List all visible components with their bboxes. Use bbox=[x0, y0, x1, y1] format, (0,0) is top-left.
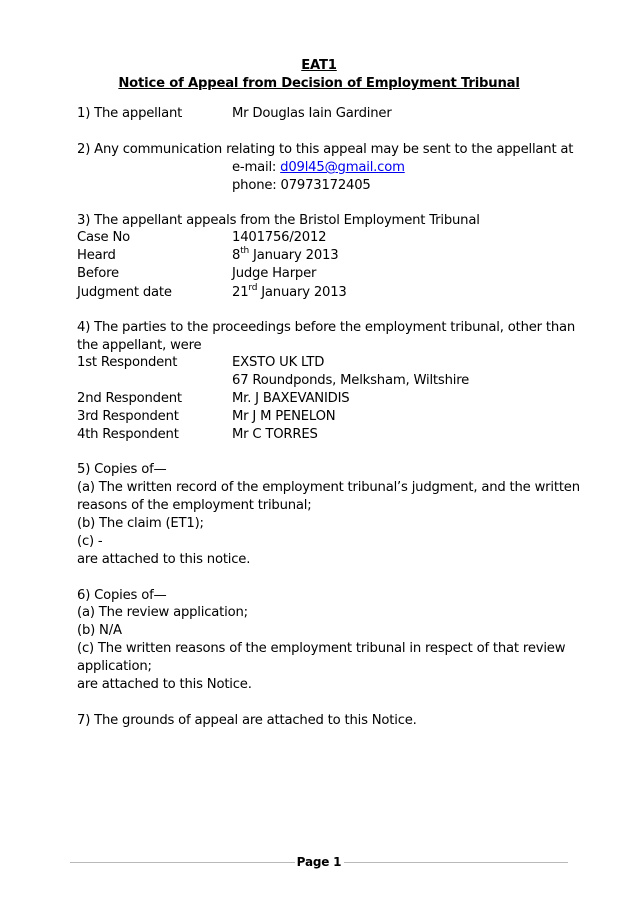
email-link[interactable]: d09l45@gmail.com bbox=[280, 160, 405, 175]
judgment-date bbox=[232, 282, 347, 300]
review-copies-line: (a) The review application; bbox=[77, 605, 248, 620]
copies-line: reasons of the employment tribunal; bbox=[77, 498, 312, 513]
review-copies-line: application; bbox=[77, 659, 152, 674]
tribunal-text: 3) The appellant appeals from the Bristol Employment Tribunal bbox=[77, 213, 480, 228]
judgment-month-year: January 2013 bbox=[257, 285, 347, 300]
heard-label: Heard bbox=[77, 248, 116, 263]
review-copies-line: (c) The written reasons of the employment tribunal in respect of that review bbox=[77, 641, 566, 656]
case-number: 1401756/2012 bbox=[232, 230, 327, 245]
before-label: Before bbox=[77, 266, 119, 281]
respondent-value: Mr. J BAXEVANIDIS bbox=[232, 391, 350, 406]
copies-line: (c) - bbox=[77, 534, 103, 549]
review-copies-heading: 6) Copies of— bbox=[77, 588, 167, 603]
heard-date bbox=[232, 245, 339, 263]
document-title: Notice of Appeal from Decision of Employment Tribunal bbox=[118, 76, 520, 91]
review-copies-line: (b) N/A bbox=[77, 623, 122, 638]
case-label: Case No bbox=[77, 230, 130, 245]
heard-ordinal: th bbox=[240, 245, 250, 256]
copies-line: (b) The claim (ET1); bbox=[77, 516, 204, 531]
respondent-value: Mr J M PENELON bbox=[232, 409, 336, 424]
judgment-label: Judgment date bbox=[77, 285, 172, 300]
form-code: EAT1 bbox=[301, 58, 337, 73]
parties-text-line1: 4) The parties to the proceedings before the employment tribunal, other than bbox=[77, 320, 576, 335]
grounds-text: 7) The grounds of appeal are attached to this Notice. bbox=[77, 713, 417, 728]
copies-heading: 5) Copies of— bbox=[77, 462, 167, 477]
respondent-label: 4th Respondent bbox=[77, 427, 179, 442]
judge-name: Judge Harper bbox=[232, 266, 317, 281]
phone-line: phone: 07973172405 bbox=[232, 178, 371, 193]
heard-month-year: January 2013 bbox=[249, 248, 339, 263]
heard-day: 8 bbox=[232, 248, 241, 263]
judgment-ordinal: rd bbox=[248, 282, 258, 293]
communication-text: 2) Any communication relating to this appeal may be sent to the appellant at bbox=[77, 142, 574, 157]
copies-line: are attached to this notice. bbox=[77, 552, 251, 567]
parties-text-line2: the appellant, were bbox=[77, 338, 202, 353]
review-copies-line: are attached to this Notice. bbox=[77, 677, 252, 692]
judgment-day: 21 bbox=[232, 285, 249, 300]
page-number: Page 1 bbox=[296, 855, 342, 869]
appellant-label: 1) The appellant bbox=[77, 106, 183, 121]
respondent-label: 2nd Respondent bbox=[77, 391, 182, 406]
respondent-address: 67 Roundponds, Melksham, Wiltshire bbox=[232, 373, 470, 388]
respondent-value: Mr C TORRES bbox=[232, 427, 318, 442]
copies-line: (a) The written record of the employment tribunal’s judgment, and the written bbox=[77, 480, 580, 495]
respondent-label: 3rd Respondent bbox=[77, 409, 179, 424]
respondent-label: 1st Respondent bbox=[77, 355, 178, 370]
respondent-value: EXSTO UK LTD bbox=[232, 355, 325, 370]
email-prefix: e-mail: bbox=[232, 160, 281, 175]
email-line bbox=[232, 160, 405, 175]
appellant-name: Mr Douglas Iain Gardiner bbox=[232, 106, 392, 121]
